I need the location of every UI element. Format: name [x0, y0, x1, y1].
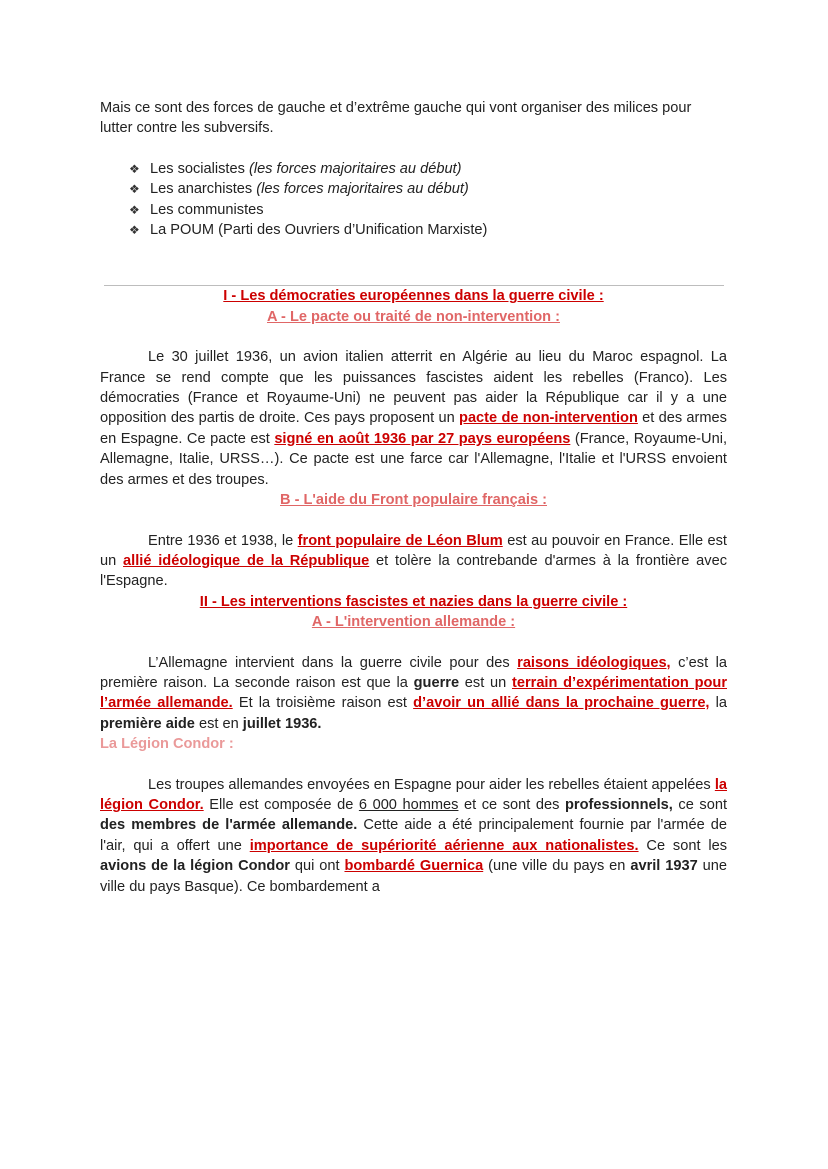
- list-item: ❖ Les socialistes (les forces majoritaires au début): [129, 159, 727, 179]
- diamond-bullet-icon: ❖: [129, 182, 140, 197]
- section-1a-paragraph: Le 30 juillet 1936, un avion italien atterrit en Algérie au lieu du Maroc espagnol. La France se rend compte que les puissances fascistes aident les rebelles (Franco). Les démocraties (France et Royaume-Uni) ne peuvent pas aider la République car il y a une opposition des partis de droite. Ces pays proposent un pacte de non-intervention et des armes en Espagne. Ce pacte est signé en août 1936 par 27 pays européens (France, Royaume-Uni, Allemagne, Italie, URSS…). Ce pacte est une farce car l'Allemagne, l'Italie et l'URSS envoient des armes et des troupes.: [100, 349, 727, 488]
- diamond-bullet-icon: ❖: [129, 161, 140, 176]
- section-2-title: II - Les interventions fascistes et nazies dans la guerre civile :: [199, 593, 628, 610]
- highlight: raisons idéologiques,: [517, 654, 671, 671]
- condor-paragraph: Les troupes allemandes envoyées en Espagne pour aider les rebelles étaient appelées la légion Condor. Elle est composée de 6 000 hommes et ce sont des professionnels, ce sont des membres de l'armée allemande. Cette aide a été principalement fournie par l'armée de l'air, qui a offert une importance de supériorité aérienne aux nationalistes. Ce sont les avions de la légion Condor qui ont bombardé Guernica (une ville du pays en avril 1937 une ville du pays Basque). Ce bombardement a: [100, 776, 728, 895]
- list-item: ❖ La POUM (Parti des Ouvriers d’Unification Marxiste): [129, 220, 727, 240]
- militia-list: [129, 159, 727, 241]
- list-item: ❖ Les anarchistes (les forces majoritaires au début): [129, 179, 727, 199]
- highlight: terrain d’expérimentation pour l’armée allemande.: [100, 674, 727, 712]
- intro-paragraph: Mais ce sont des forces de gauche et d’extrême gauche qui vont organiser des milices pour lutter contre les subversifs.: [100, 100, 692, 137]
- highlight: signé en août 1936 par 27 pays européens: [274, 430, 571, 447]
- highlight: d’avoir un allié dans la prochaine guerre,: [413, 695, 710, 712]
- section-2a-title: A - L'intervention allemande :: [311, 614, 516, 631]
- highlight: allié idéologique de la République: [123, 552, 370, 569]
- condor-subtitle: La Légion Condor :: [100, 736, 234, 753]
- section-2a-paragraph: L’Allemagne intervient dans la guerre civile pour des raisons idéologiques, c’est la première raison. La seconde raison est que la guerre est un terrain d’expérimentation pour l’armée allemande. Et la troisième raison est d’avoir un allié dans la prochaine guerre, la première aide est en juillet 1936.: [100, 654, 728, 732]
- highlight: pacte de non-intervention: [459, 410, 638, 427]
- section-1a-title: A - Le pacte ou traité de non-intervention :: [267, 308, 560, 325]
- highlight: bombardé Guernica: [344, 858, 484, 875]
- highlight: la légion Condor.: [100, 776, 727, 813]
- highlight: importance de supériorité aérienne aux nationalistes.: [249, 837, 639, 854]
- section-1b-title: B - L'aide du Front populaire français :: [280, 492, 547, 509]
- highlight: front populaire de Léon Blum: [297, 532, 503, 549]
- diamond-bullet-icon: ❖: [129, 202, 140, 217]
- diamond-bullet-icon: ❖: [129, 223, 140, 238]
- section-1-title: I - Les démocraties européennes dans la guerre civile :: [223, 288, 604, 305]
- list-item: ❖ Les communistes: [129, 200, 727, 220]
- section-1b-paragraph: Entre 1936 et 1938, le front populaire de Léon Blum est au pouvoir en France. Elle est un allié idéologique de la République et tolère la contrebande d'armes à la frontière avec l'Espagne.: [100, 532, 727, 590]
- document-content: [100, 98, 727, 897]
